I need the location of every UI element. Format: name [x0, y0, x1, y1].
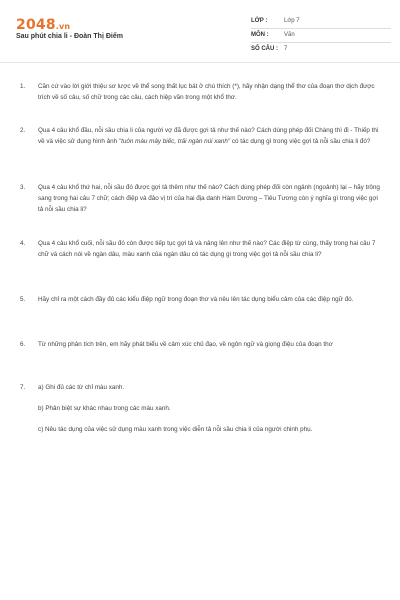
- logo-main: 2048: [16, 17, 56, 33]
- question-number: 3.: [20, 184, 26, 191]
- question-text: [38, 125, 383, 147]
- question-text: Qua 4 câu khổ cuối, nỗi sầu đó còn được tiếp tục gợi tả và nâng lên như thế nào? Các điệp từ cùng, thấy trong hai câu 7 chữ và cách nói về ngàn dâu, màu xanh của ngàn dâu có tác dụng gì trong việc gợi tả nỗi sầu chia li?: [38, 240, 376, 259]
- question-number: 5.: [20, 296, 26, 303]
- meta-subject-value: Văn: [284, 32, 295, 38]
- question-7-part-b: b) Phân biệt sự khác nhau trong các màu xanh.: [38, 405, 171, 412]
- header: [0, 0, 400, 62]
- question-text: Qua 4 câu khổ thứ hai, nỗi sầu đó được gợi tả thêm như thế nào? Cách dùng phép đối còn ngảnh (ngoảnh) lại – hãy trông sang trong hai câu 7 chữ; cách điệp và đảo vị trí của hai địa danh Hàm Dương – Tiêu Tương còn ý nghĩa gì trong việc gợi tả nỗi sầu chia li?: [38, 184, 380, 214]
- question-number: 7.: [20, 384, 26, 391]
- meta-class-value: Lớp 7: [284, 18, 300, 24]
- question-text-part: có tác dụng gì trong việc gợi tả nỗi sầu chia li đó?: [230, 138, 371, 146]
- site-logo[interactable]: [16, 17, 70, 33]
- meta-subject-label: MÔN :: [251, 32, 269, 38]
- document-title: Sau phút chia li - Đoàn Thị Điểm: [16, 33, 123, 40]
- meta-count-value: 7: [284, 46, 288, 52]
- question-number: 4.: [20, 240, 26, 247]
- meta-divider: [251, 42, 391, 43]
- question-text-part: Qua 4 câu khổ đầu, nỗi sầu chia li của người vợ đã được gợi tả như thế nào? Cách dùng phép đối Chàng thì đi - Thiếp thì về và việc sử dụng hình ảnh: [38, 127, 379, 146]
- question-7-part-a: a) Ghi đủ các từ chỉ màu xanh.: [38, 384, 125, 391]
- logo-tld: .vn: [55, 22, 71, 31]
- question-text: Từ những phân tích trên, em hãy phát biểu về cảm xúc chủ đạo, về ngôn ngữ và giọng điệu của đoạn thơ: [38, 341, 333, 348]
- meta-class-label: LỚP :: [251, 18, 268, 24]
- question-text: Căn cứ vào lời giới thiệu sơ lược về thể song thất lục bát ở chú thích (*), hãy nhận dạng thể thơ của đoạn thơ dịch được trích về số câu, số chữ trong các câu, cách hiệp vần trong một khổ thơ.: [38, 83, 375, 102]
- question-number: 1.: [20, 83, 26, 90]
- question-text: Hãy chỉ ra một cách đầy đủ các kiểu điệp ngữ trong đoạn thơ và nêu lên tác dụng biểu cảm của các điệp ngữ đó.: [38, 296, 354, 303]
- question-7-part-c: c) Nêu tác dụng của việc sử dụng màu xanh trong việc diễn tả nỗi sầu chia li của người chinh phụ.: [38, 426, 313, 433]
- header-divider: [0, 62, 400, 63]
- meta-divider: [251, 28, 391, 29]
- question-quote: "tuôn màu mây biếc, trải ngàn núi xanh": [118, 138, 231, 146]
- question-number: 6.: [20, 341, 26, 348]
- meta-count-label: SỐ CÂU :: [251, 46, 278, 52]
- question-number: 2.: [20, 127, 26, 134]
